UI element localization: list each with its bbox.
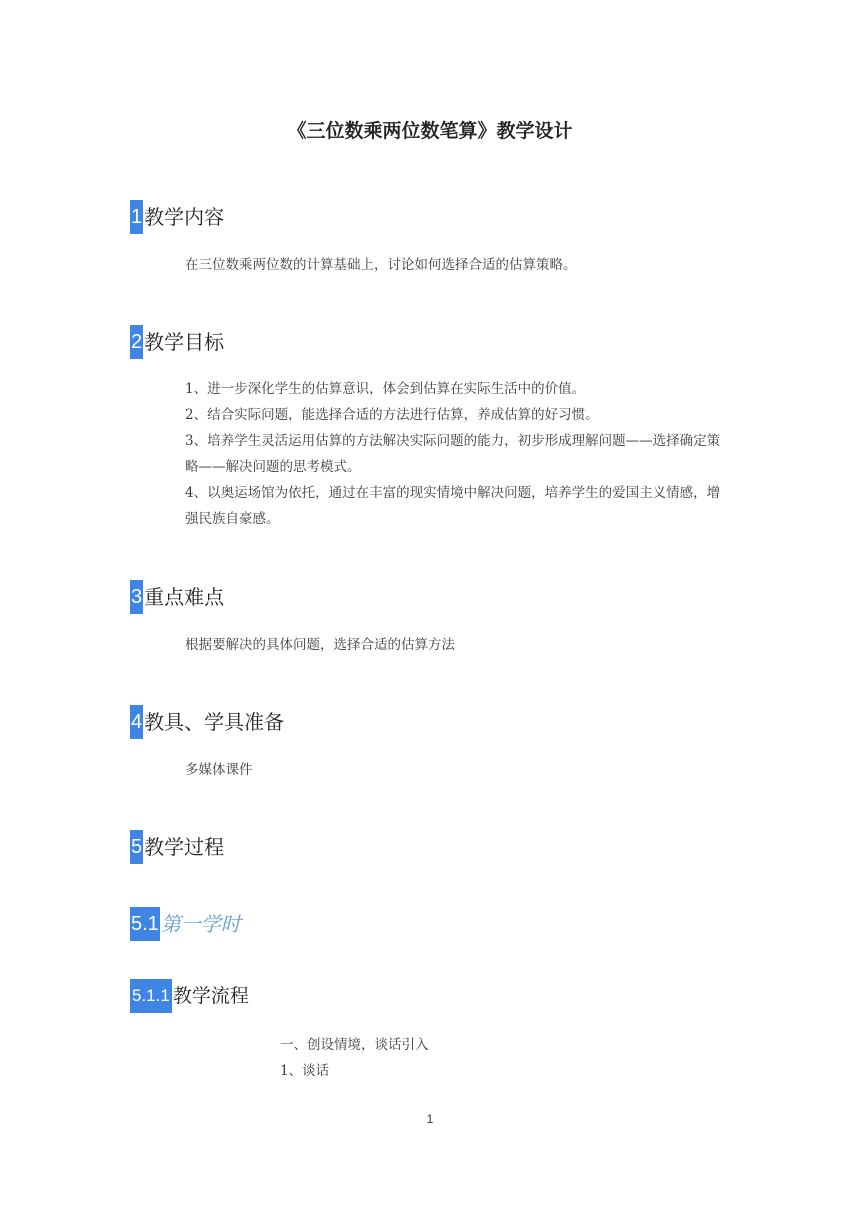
section-title: 第一学时: [160, 912, 241, 936]
goal-item-1: 1、进一步深化学生的估算意识，体会到估算在实际生活中的价值。: [185, 381, 586, 397]
section-number-badge: 5.1.1: [130, 979, 172, 1013]
page-number: 1: [426, 1112, 434, 1126]
section-title: 教学过程: [144, 835, 225, 859]
teaching-content-text: 在三位数乘两位数的计算基础上，讨论如何选择合适的估算策略。: [185, 257, 577, 273]
goal-item-4: 4、以奥运场馆为依托，通过在丰富的现实情境中解决问题，培养学生的爱国主义情感，增强民族自豪感。: [185, 485, 721, 527]
section-heading-3: [130, 580, 224, 614]
section-heading-5-1: [130, 907, 241, 941]
section-title: 教具、学具准备: [144, 710, 285, 734]
section-number-badge: 4: [130, 705, 143, 739]
section-number-badge: 2: [130, 325, 143, 359]
section-number-badge: 1: [130, 200, 143, 234]
goal-item-3: 3、培养学生灵活运用估算的方法解决实际问题的能力，初步形成理解问题——选择确定策略——解决问题的思考模式。: [185, 433, 721, 475]
document-title: 《三位数乘两位数笔算》教学设计: [287, 120, 573, 142]
section-number-badge: 5: [130, 830, 143, 864]
section-number-badge: 5.1: [130, 907, 160, 941]
section-heading-2: [130, 325, 224, 359]
section-title: 教学内容: [144, 205, 225, 229]
goal-item-2: 2、结合实际问题，能选择合适的方法进行估算，养成估算的好习惯。: [185, 407, 599, 423]
keypoints-text: 根据要解决的具体问题，选择合适的估算方法: [185, 637, 455, 653]
flow-item-1: 一、创设情境，谈话引入: [280, 1037, 429, 1053]
section-title: 重点难点: [144, 585, 225, 609]
materials-text: 多媒体课件: [185, 762, 253, 778]
section-number-badge: 3: [130, 580, 143, 614]
section-heading-5: [130, 830, 224, 864]
section-heading-4: [130, 705, 284, 739]
section-title: 教学目标: [144, 330, 225, 354]
flow-item-2: 1、谈话: [280, 1063, 330, 1079]
section-title: 教学流程: [172, 985, 249, 1007]
section-heading-1: [130, 200, 224, 234]
section-heading-5-1-1: [130, 979, 249, 1013]
